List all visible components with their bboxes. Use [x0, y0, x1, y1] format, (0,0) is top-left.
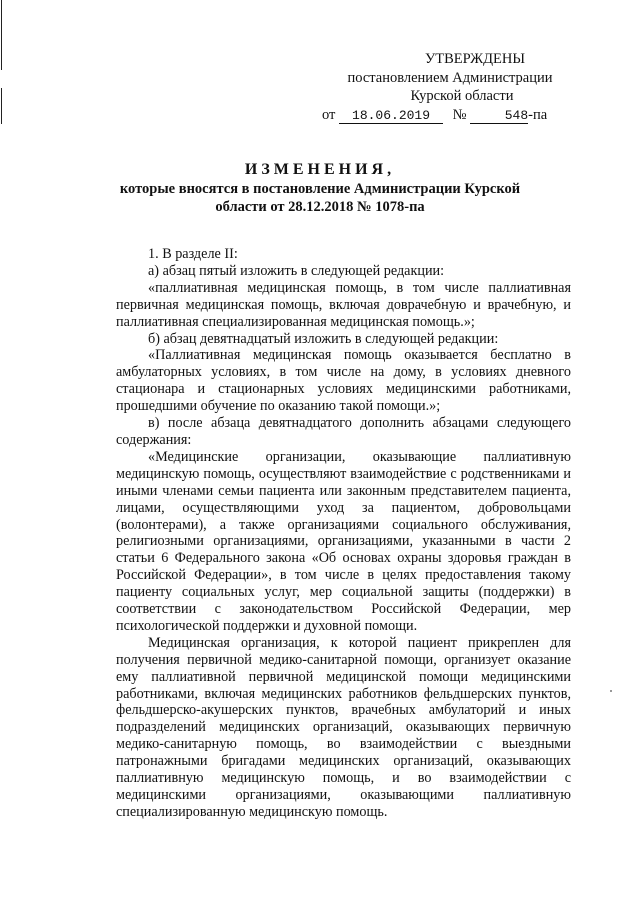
approval-date-number-line — [300, 106, 590, 125]
paragraph-item-b: б) абзац девятнадцатый изложить в следующей редакции: — [148, 330, 499, 347]
paragraph-item-a: а) абзац пятый изложить в следующей редакции: — [148, 262, 445, 279]
title-main: ИЗМЕНЕНИЯ, — [244, 161, 396, 178]
paragraph-section: 1. В разделе II: — [148, 246, 238, 262]
from-label: от — [322, 106, 336, 123]
number-suffix: -па — [528, 106, 548, 123]
title-subtitle-2: области от 28.12.2018 № 1078-па — [215, 199, 425, 215]
paragraph-quote-a: «паллиативная медицинская помощь, в том числе паллиативная первичная медицинская помощь, включая доврачебную и врачебную, и паллиативная специализированная медицинская помощь.»; — [116, 279, 571, 330]
scan-speck — [610, 690, 612, 692]
approval-heading: УТВЕРЖДЕНЫ — [424, 51, 526, 67]
approval-date: 18.06.2019 — [339, 108, 443, 124]
title-subtitle-1: которые вносятся в постановление Администрации Курской — [119, 181, 521, 197]
number-sign: № — [452, 106, 467, 123]
approval-line-1: постановлением Администрации — [347, 69, 553, 86]
document-title — [110, 160, 530, 216]
paragraph-quote-b: «Паллиативная медицинская помощь оказывается бесплатно в амбулаторных условиях, в том числе на дому, в условиях дневного стационара и стационарных условиях медицинскими работниками, прошедшими обучение по оказанию такой помощи.»; — [116, 347, 571, 415]
scan-edge-mark — [1, 88, 2, 124]
approval-line-2: Курской области — [410, 88, 514, 104]
scan-edge-mark — [1, 0, 2, 70]
paragraph-quote-c-2: Медицинская организация, к которой пациент прикреплен для получения первичной медико-санитарной помощи, организует оказание ему паллиативной первичной медицинской помощи медицинскими работниками, включая медицинских работников фельдшерских пунктов, фельдшерско-акушерских пунктов, врачебных амбулаторий и иных подразделений медицинских организаций, оказывающих первичную медико-санитарную помощь, во взаимодействии с выездными патронажными бригадами медицинских организаций, оказывающих паллиативную медицинскую помощь, и во взаимодействии с медицинскими организациями, оказывающими паллиативную специализированную медицинскую помощь. — [116, 634, 571, 820]
approval-stamp — [300, 50, 590, 124]
paragraph-item-c: в) после абзаца девятнадцатого дополнить абзацами следующего содержания: — [116, 415, 571, 448]
approval-number: 548 — [470, 108, 528, 124]
paragraph-quote-c-1: «Медицинские организации, оказывающие паллиативную медицинскую помощь, осуществляют взаимодействие с родственниками и иными членами семьи пациента или законным представителем пациента, лицами, осуществляющими уход за пациентом, добровольцами (волонтерами), а также организациями социального обслуживания, религиозными организациями, организациями, указанными в части 2 статьи 6 Федерального закона «Об основах охраны здоровья граждан в Российской Федерации», в том числе в целях предоставления такому пациенту социальных услуг, мер социальной защиты (поддержки) в соответствии с законодательством Российской Федерации, мер психологической поддержки и духовной помощи. — [116, 448, 571, 634]
document-body — [116, 246, 571, 821]
